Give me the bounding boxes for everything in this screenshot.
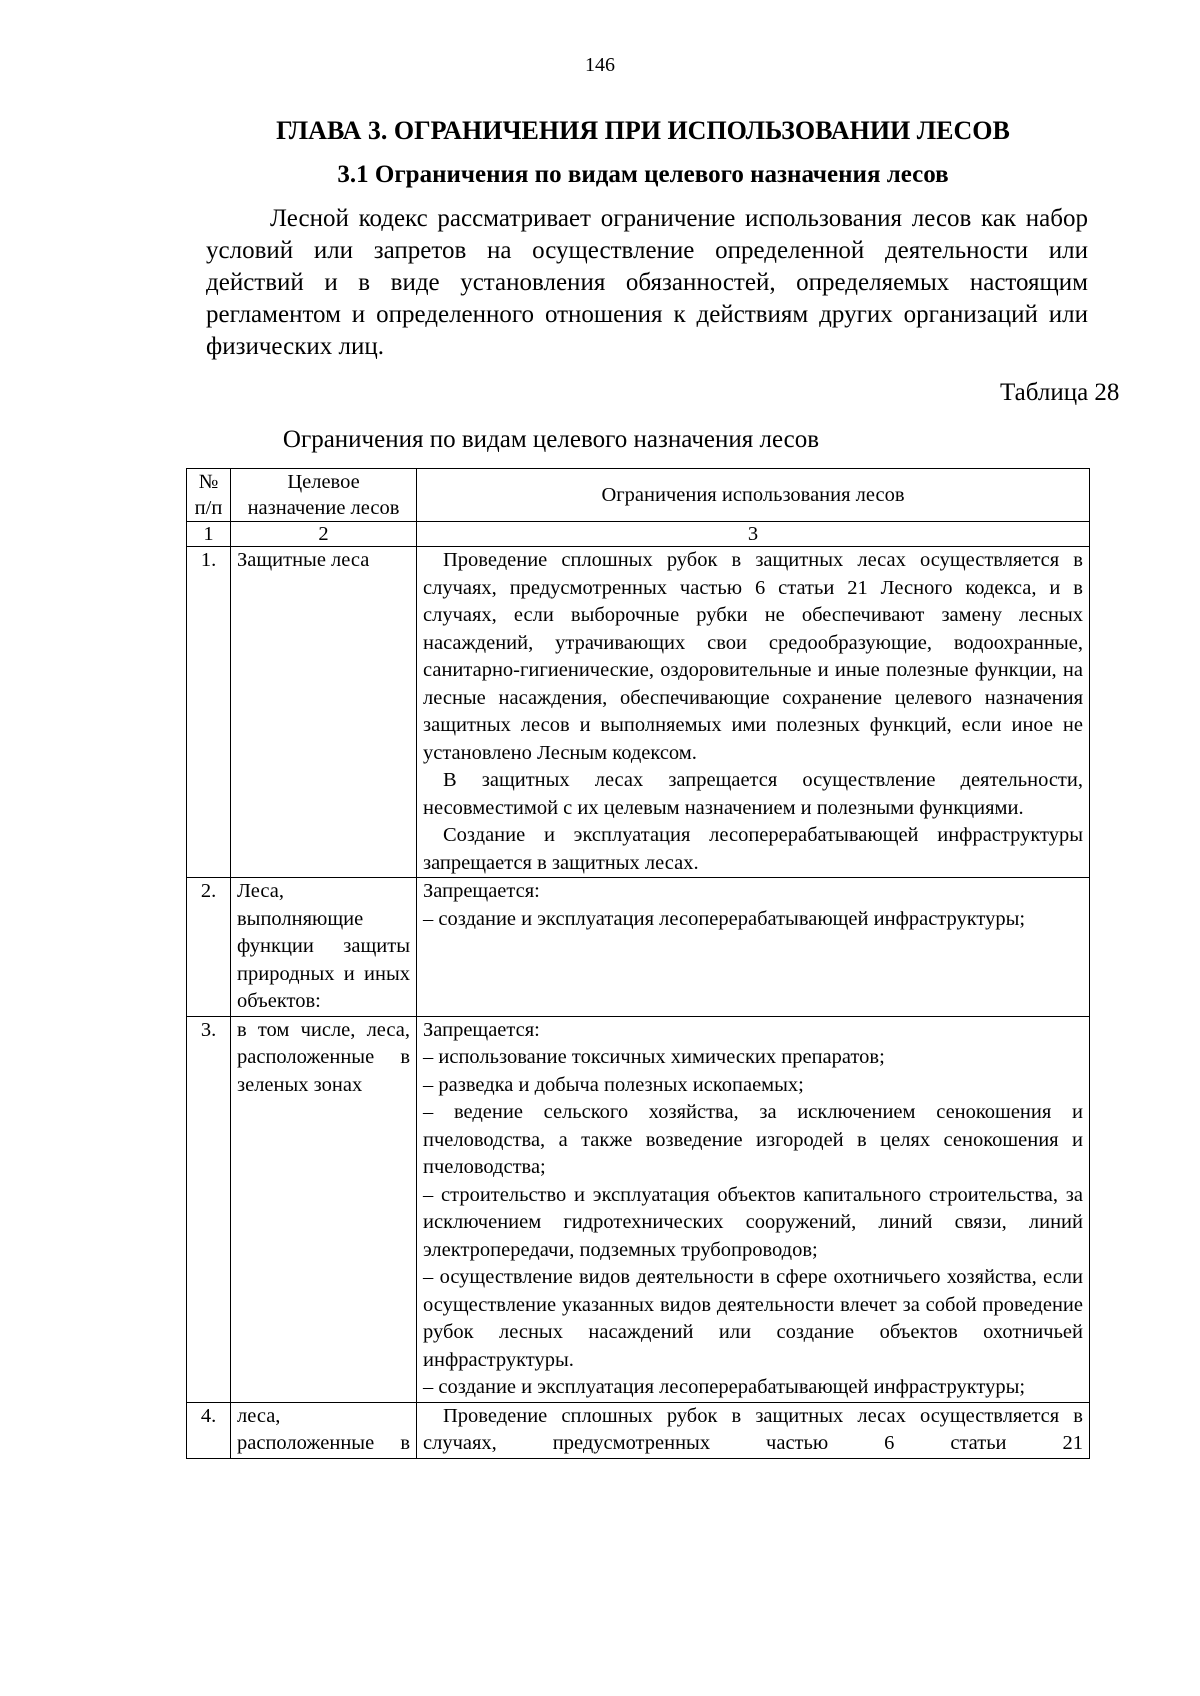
restriction-text: Запрещается: <box>423 880 540 902</box>
table-row <box>187 1016 1090 1402</box>
row-number: 2. <box>187 878 231 1017</box>
page-number: 146 <box>585 54 615 76</box>
column-number: 2 <box>231 522 417 547</box>
row-restrictions <box>417 1016 1090 1402</box>
chapter-title: ГЛАВА 3. ОГРАНИЧЕНИЯ ПРИ ИСПОЛЬЗОВАНИИ ЛЕСОВ <box>276 116 1010 145</box>
restriction-text: – использование токсичных химических препаратов; <box>423 1046 885 1068</box>
row-purpose: Защитные леса <box>231 547 417 878</box>
table-row <box>187 1402 1090 1458</box>
row-restrictions <box>417 547 1090 878</box>
column-number: 1 <box>187 522 231 547</box>
table-row <box>187 547 1090 878</box>
restriction-text: – разведка и добыча полезных ископаемых; <box>423 1073 804 1096</box>
column-number: 3 <box>417 522 1090 547</box>
header-purpose: Целевое назначение лесов <box>231 469 417 522</box>
restriction-text: – ведение сельского хозяйства, за исключением сенокошения и пчеловодства, а также возведение изгородей в целях сенокошения и пчеловодства; <box>423 1101 1083 1178</box>
column-number-row <box>187 522 1090 547</box>
restriction-text: Создание и эксплуатация лесоперерабатывающей инфраструктуры запрещается в защитных лесах. <box>423 824 1083 874</box>
table-header-row <box>187 469 1090 522</box>
row-restrictions <box>417 1402 1090 1458</box>
row-purpose: Леса, выполняющие функции защиты природных и иных объектов: <box>231 878 417 1017</box>
table-caption: Ограничения по видам целевого назначения лесов <box>282 426 820 453</box>
restriction-text: Проведение сплошных рубок в защитных лесах осуществляется в случаях, предусмотренных частью 6 статьи 21 Лесного кодекса, и в случаях, если выборочные рубки не обеспечивают замену лесных насаждений, утрачивающих свои средообразующие, водоохранные, санитарно-гигиенические, оздоровительные и иные полезные функции, на лесные насаждения, обеспечивающие сохранение целевого назначения защитных лесов и выполняемых ими полезных функций, если иное не установлено Лесным кодексом. <box>423 549 1083 764</box>
row-number: 4. <box>187 1402 231 1458</box>
header-num: № п/п <box>187 469 231 522</box>
row-purpose: леса, расположенные в <box>231 1402 417 1458</box>
restriction-text: – осуществление видов деятельности в сфере охотничьего хозяйства, если осуществление указанных видов деятельности влечет за собой проведение рубок лесных насаждений или создание объектов охотничьей инфраструктуры. <box>423 1266 1083 1371</box>
table-row <box>187 878 1090 1017</box>
restriction-text: – создание и эксплуатация лесоперерабатывающей инфраструктуры; <box>423 907 1026 930</box>
restriction-text: – строительство и эксплуатация объектов капитального строительства, за исключением гидротехнических сооружений, линий связи, линий электропередачи, подземных трубопроводов; <box>423 1183 1083 1261</box>
intro-paragraph: Лесной кодекс рассматривает ограничение использования лесов как набор условий или запретов на осуществление определенной деятельности или действий и в виде установления обязанностей, определяемых настоящим регламентом и определенного отношения к действиям других организаций или физических лиц. <box>206 205 1088 360</box>
restrictions-table <box>186 468 1090 1459</box>
restriction-text: Проведение сплошных рубок в защитных лесах осуществляется в случаях, предусмотренных частью 6 статьи 21 <box>423 1404 1083 1454</box>
header-restrictions: Ограничения использования лесов <box>417 469 1090 522</box>
row-number: 3. <box>187 1016 231 1402</box>
row-purpose: в том числе, леса, расположенные в зеленых зонах <box>231 1016 417 1402</box>
table-label: Таблица 28 <box>1000 379 1120 406</box>
restriction-text: – создание и эксплуатация лесоперерабатывающей инфраструктуры; <box>423 1376 1026 1398</box>
restriction-text: В защитных лесах запрещается осуществление деятельности, несовместимой с их целевым назначением и полезными функциями. <box>423 769 1083 819</box>
section-title: 3.1 Ограничения по видам целевого назначения лесов <box>337 161 949 188</box>
row-number: 1. <box>187 547 231 878</box>
row-restrictions <box>417 878 1090 1017</box>
restriction-text: Запрещается: <box>423 1018 540 1041</box>
